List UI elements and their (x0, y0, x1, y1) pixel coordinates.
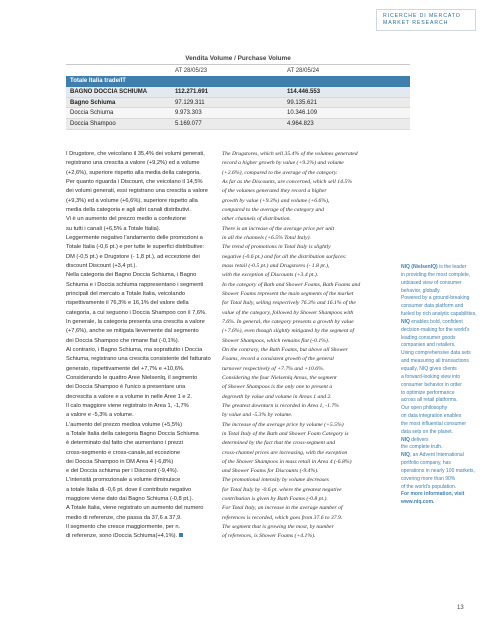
sidebar-line: consumer behavior in order (401, 381, 462, 388)
text-line: Shower Shampoos, which remains flat (-0.1%). (222, 337, 330, 344)
text-line: degrowth by value and volume in Areas 1 and 2. (222, 393, 332, 400)
text-line: other channels of distribution. (222, 216, 291, 223)
text-line: Per quanto riguarda i Discount, che veicolano il 14,5% (66, 178, 203, 185)
text-line: Leggermente negativo l'andamento delle promozioni a (66, 234, 203, 241)
sidebar-line: NIQ, an Advent International (401, 452, 464, 459)
table-row (66, 108, 410, 119)
text-line: In generale, la categoria presenta una crescita a valore (66, 318, 205, 325)
brand-box (376, 9, 476, 31)
row-value-2: 114.446.553 (287, 89, 321, 95)
sidebar-line: unbiased view of consumer (401, 279, 462, 286)
text-line: As far as the Discounts, are concerned, which sell 14.5% (222, 178, 352, 185)
sidebar-line: Our open philosophy (401, 405, 448, 412)
text-line: Totale Italia (-0,6 pt.) e per tutte le superfici distributive: (66, 244, 205, 251)
sidebar-line: covering more than 90% (401, 475, 456, 482)
text-line: discount Discount (+3,4 pt.). (66, 262, 137, 269)
sidebar-line: the most influential consumer (401, 420, 467, 427)
text-line: Vi è un aumento del prezzo medio a confezione (66, 216, 187, 223)
text-line: compared to the average of the category and (222, 206, 324, 213)
text-line: (+2.6%), compared to the average of the category. (222, 169, 338, 176)
row-value-1: 5.169.077 (175, 121, 202, 128)
text-line: (+7.6%), even though slightly mitigated by the segment of (222, 328, 355, 335)
text-line: The Drugstores, which sell 35.4% of the volumes generated (222, 151, 358, 157)
text-line: The segment that is growing the most, by number (222, 524, 334, 531)
company-sidebar (401, 264, 477, 507)
sidebar-line: For more information, visit (401, 491, 465, 498)
sidebar-line: across all retail platforms. (401, 397, 458, 404)
text-line: for Total Italy by -0.6 pt. where the greatest negative (222, 486, 342, 493)
text-line: Shower Foams represent the main segments of the market (222, 290, 354, 297)
sidebar-line: equally, NIQ gives clients (401, 365, 457, 372)
text-line: L'intensità promozionale a volume diminuisce (66, 477, 181, 484)
sidebar-line: operations in nearly 100 markets, (401, 467, 475, 474)
text-line: Nella categoria dei Bagno Doccia Schiuma, i Bagno (66, 272, 197, 279)
text-line: 7.6%. In general, the category presents a growth by value (222, 318, 354, 325)
text-line: in Total Italy of the Bath and Shower Foam Category is (222, 430, 349, 437)
text-line: of the volumes generated they record a higher (222, 188, 327, 195)
text-line: decrescita a valore e a volume in nelle Aree 1 e 2. (66, 393, 192, 400)
sidebar-line: Using comprehensive data sets (401, 350, 471, 357)
row-name: Doccia Shampoo (70, 121, 116, 128)
text-line: The greatest downturn is recorded in Area 1, -1.7% (222, 402, 339, 409)
english-text-column (222, 150, 394, 542)
text-line: dei Doccia Shampoo in DM Area 4 (-6,8%) (66, 458, 174, 465)
sidebar-line: fueled by rich analytic capabilities, (401, 311, 477, 318)
row-value-1: 97.129.311 (175, 99, 205, 106)
table-header (66, 64, 410, 76)
table-row (66, 98, 410, 109)
sidebar-line: and measuring all transactions (401, 358, 469, 365)
text-line: The promotional intensity by volume decreases (222, 477, 329, 484)
sidebar-line: portfolio company, has (401, 460, 451, 467)
text-line: principali del mercato a Totale Italia, veicolando (66, 290, 186, 297)
text-line: Foams, record a consistent growth of the general (222, 356, 334, 363)
row-value-2: 10.346.109 (287, 110, 318, 117)
header-spacer (66, 65, 175, 76)
sidebar-line: companies and retailers. (401, 342, 456, 349)
text-line: dei volumi generati, essi registrano una crescita a valore (66, 188, 208, 195)
header-period-1: AT 28/05/23 (175, 68, 208, 74)
sidebar-line: behavior, globally. (401, 287, 441, 294)
text-line: dei Doccia Shampoo che rimane flat (-0,1%). (66, 337, 180, 344)
text-line: su tutti i canali (+6,5% a Totale Italia). (66, 225, 161, 232)
brand-line-2: MARKET RESEARCH (383, 20, 449, 26)
text-line: (+9,3%) ed a volume (+6,6%), superiore rispetto alla (66, 197, 198, 204)
text-line: The increase of the average price by volume (+5.5%) (222, 421, 344, 428)
text-line: In the category of Bath and Shower Foams, Bath Foams and (222, 281, 361, 288)
text-line: There is an increase of the average price per unit (222, 225, 335, 232)
sidebar-line: a forward-looking view into (401, 373, 461, 380)
text-line: growth by value (+9.3%) and volume (+6.6%), (222, 197, 330, 204)
sidebar-line: NIQ (NielsenIQ) is the leader (401, 264, 467, 270)
sidebar-line: decision-making for the world's (401, 326, 470, 333)
row-name: Doccia Schiuma (70, 110, 114, 117)
text-line: for Total Italy, selling respectively 76.3% and 16.1% of the (222, 300, 356, 307)
sidebar-line: to optimize performance (401, 389, 455, 396)
text-line: è determinato dal fatto che aumentano i prezzi (66, 440, 183, 447)
text-line: For Total Italy, an increase in the average number of (222, 505, 343, 512)
text-line: a Totale Italia della categoria Bagno Doccia Schiuma (66, 430, 199, 437)
row-value-2: 4.964.823 (287, 121, 314, 128)
header-period-2: AT 28/05/24 (287, 68, 320, 74)
text-line: in all the channels (+6.5% Total Italy). (222, 234, 311, 241)
sidebar-line: in providing the most complete, (401, 271, 471, 278)
row-value-1: 9.973.303 (175, 110, 202, 117)
end-mark-icon (179, 533, 183, 537)
text-line: di referenze, sono iDoccia Schiuma(+4,1%). (66, 532, 212, 541)
text-line: The trend of promotions in Total Italy is slightly (222, 244, 331, 251)
text-line: Considering the four Nielsenlq Areas, the segment (222, 374, 337, 381)
row-name: BAGNO DOCCIA SCHIUMA (70, 89, 148, 95)
text-line: record a higher growth by value (+9.2%) and volume (222, 160, 344, 167)
text-line: Considerando le quattro Aree Nielsenlq, il segmento (66, 374, 198, 381)
text-line: value of the category, followed by Shower Shampoos with (222, 309, 354, 316)
table-row (66, 87, 410, 98)
text-line: Il segmento che cresce maggiormente, per n. (66, 524, 181, 531)
sidebar-line: www.niq.com. (401, 499, 435, 506)
text-line: cross-segmento e cross-canale,ad eccezione (66, 449, 181, 456)
text-line: of Shower Shampoos is the only one to present a (222, 384, 333, 391)
page-number: 13 (457, 605, 464, 611)
text-line: turnover respectively of +7.7% and +10.6%. (222, 365, 325, 372)
text-line: cross-channel prices are increasing, with the exception (222, 449, 348, 456)
text-line: Al contrario, i Bagno Schiuma, ma soprattutto i Doccia (66, 346, 203, 353)
text-line: references is recorded, which goes from 37.6 to 37.9. (222, 514, 343, 521)
text-line: dei Doccia Shampoo è l'unico a presentare una (66, 384, 186, 391)
table-band-label: Totale Italia trade/IT (66, 76, 410, 87)
table-title: Vendita Volume / Purchase Volume (185, 55, 291, 62)
sidebar-line: leading consumer goods (401, 334, 456, 341)
text-line: by value and -5.3% by volume. (222, 412, 293, 419)
text-line: DM (-0,5 pt.) e Drugstore (- 1,8 pt.), ad eccezione dei (66, 253, 200, 260)
sidebar-line: consumer data platform and (401, 303, 464, 310)
text-line: e dei Doccia schiuma per i Discount (-9,4%). (66, 468, 179, 475)
text-line: contribution is given by Bath Foams (-0.8 pt.). (222, 496, 328, 503)
sidebar-line: Powered by a ground-breaking (401, 295, 470, 302)
row-name: Bagno Schiuma (70, 99, 116, 106)
text-line: generato, rispettivamente del +7,7% e +10,6%. (66, 365, 185, 372)
sidebar-line: on data integration enables (401, 413, 462, 420)
row-value-2: 99.135.621 (287, 99, 318, 106)
text-line: (+7,6%), anche se mitigata lievemente dal segmento (66, 328, 199, 335)
text-line: and Shower Foams for Discounts (-9.4%). (222, 468, 319, 475)
sidebar-line: of the world's population. (401, 483, 457, 490)
table-row (66, 119, 410, 130)
text-line: negative (-0.6 pt.) and for all the distribution surfaces: (222, 253, 347, 260)
text-line: categoria, a cui seguono i Doccia Shampoo con il 7,6%. (66, 309, 207, 316)
text-line: media della categoria e agli altri canali distributivi. (66, 206, 191, 213)
text-line: of references, is Shower Foams (+4.1%). (222, 533, 316, 540)
brand-line-1: RICERCHE DI MERCATO (383, 13, 461, 19)
text-line: A Totale Italia, viene registrato un aumento del numero (66, 505, 204, 512)
text-line: (+2,6%), superiore rispetto alla media della categoria. (66, 169, 201, 176)
text-line: rispettivamente il 76,3% e 16,1% del valore della (66, 300, 189, 307)
text-line: registrano una crescita a valore (+9,2%) ed a volume (66, 160, 200, 167)
text-line: L'aumento del prezzo medioa volume (+5,5%) (66, 421, 183, 428)
sidebar-line: the complete truth. (401, 444, 443, 451)
text-line: determined by the fact that the cross-segment and (222, 440, 336, 447)
row-value-1: 112.271.691 (175, 89, 209, 95)
text-line: Schiuma e i Doccia schiuma rappresentano i segmenti (66, 281, 204, 288)
text-line: of the Shower Shampoos in mass retail in Area 4 (-6.8%) (222, 458, 352, 465)
sidebar-line: NIQ delivers (401, 436, 429, 443)
text-line: mass retail (-0.5 pt.) and Drugstores (- 1.8 pt.), (222, 262, 330, 269)
text-line: with the exception of Discounts (+3.4 pt.). (222, 272, 319, 279)
text-line: a valore e -5,3% a volume. (66, 412, 134, 419)
text-line: medio di referenze, che passa da 37,6 a 37,9. (66, 514, 182, 521)
text-line: a totale Italia di -0,6 pt. dove il contributo negativo (66, 486, 192, 493)
text-line: Il calo maggiore viene registrato in Area 1, -1,7% (66, 402, 189, 409)
text-line: Schiuma, registrano una crescita consistente del fatturato (66, 356, 211, 363)
sidebar-line: data sets on the planet. (401, 428, 453, 435)
text-line: I Drugstore, che veicolano il 35,4% dei volumi generati, (66, 151, 205, 157)
italian-text-column (66, 150, 212, 542)
volume-table (66, 54, 410, 130)
sidebar-line: NIQ enables bold, confident (401, 318, 463, 325)
text-line: On the contrary, the Bath Foams, but above all Shower (222, 346, 348, 353)
text-line: maggiore viene dato dai Bagno Schiuma (-0,8 pt.). (66, 496, 194, 503)
